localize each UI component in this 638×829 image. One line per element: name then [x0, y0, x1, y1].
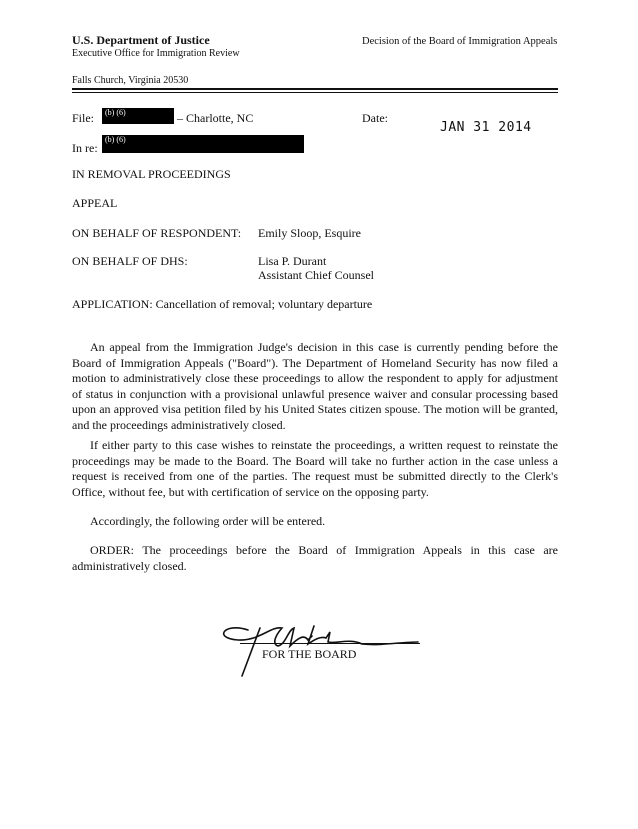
respondent-counsel: Emily Sloop, Esquire — [258, 226, 361, 240]
signature-line — [240, 643, 420, 644]
body-paragraph-1: An appeal from the Immigration Judge's decision in this case is currently pending before the Board of Immigration Appeals ("Board"). The Department of Homeland Security has now filed a motion to administratively close these proceedings to allow the respondent to apply for adjustment of status in conjunction with a provisional unlawful presence waiver and consular processing based upon an approved visa petition filed by his United States citizen spouse. The motion will be granted, and the proceedings administratively closed. — [72, 340, 558, 432]
office-address: Falls Church, Virginia 20530 — [72, 75, 189, 86]
appeal-heading: APPEAL — [72, 196, 118, 210]
date-stamp: JAN 31 2014 — [440, 120, 532, 135]
file-label: File: — [72, 111, 95, 125]
proceedings-heading: IN REMOVAL PROCEEDINGS — [72, 167, 231, 181]
dhs-counsel-title: Assistant Chief Counsel — [258, 268, 374, 282]
application-line: APPLICATION: Cancellation of removal; voluntary departure — [72, 297, 373, 311]
respondent-label: ON BEHALF OF RESPONDENT: — [72, 226, 242, 240]
for-the-board: FOR THE BOARD — [262, 647, 357, 661]
header-rule-thin — [72, 92, 558, 93]
office-name: Executive Office for Immigration Review — [72, 48, 240, 59]
dhs-counsel-name: Lisa P. Durant — [258, 254, 327, 268]
order-paragraph: ORDER: The proceedings before the Board of Immigration Appeals in this case are administratively closed. — [72, 543, 558, 573]
inre-label: In re: — [72, 141, 98, 155]
file-location: – Charlotte, NC — [177, 111, 254, 125]
inre-redaction: (b) (6) — [102, 135, 304, 153]
document-title: Decision of the Board of Immigration Appeals — [362, 36, 558, 47]
header-rule-thick — [72, 88, 558, 90]
date-label: Date: — [362, 111, 388, 125]
dhs-label: ON BEHALF OF DHS: — [72, 254, 188, 268]
body-paragraph-2: If either party to this case wishes to reinstate the proceedings, a written request to reinstate the proceedings may be made to the Board. The Board will take no further action in the case unless a request is received from one of the parties. The request must be submitted directly to the Clerk's Office, without fee, but with certification of service on the opposing party. — [72, 438, 558, 499]
agency-name: U.S. Department of Justice — [72, 33, 210, 47]
file-redaction: (b) (6) — [102, 108, 174, 124]
body-paragraph-3: Accordingly, the following order will be entered. — [90, 514, 326, 528]
